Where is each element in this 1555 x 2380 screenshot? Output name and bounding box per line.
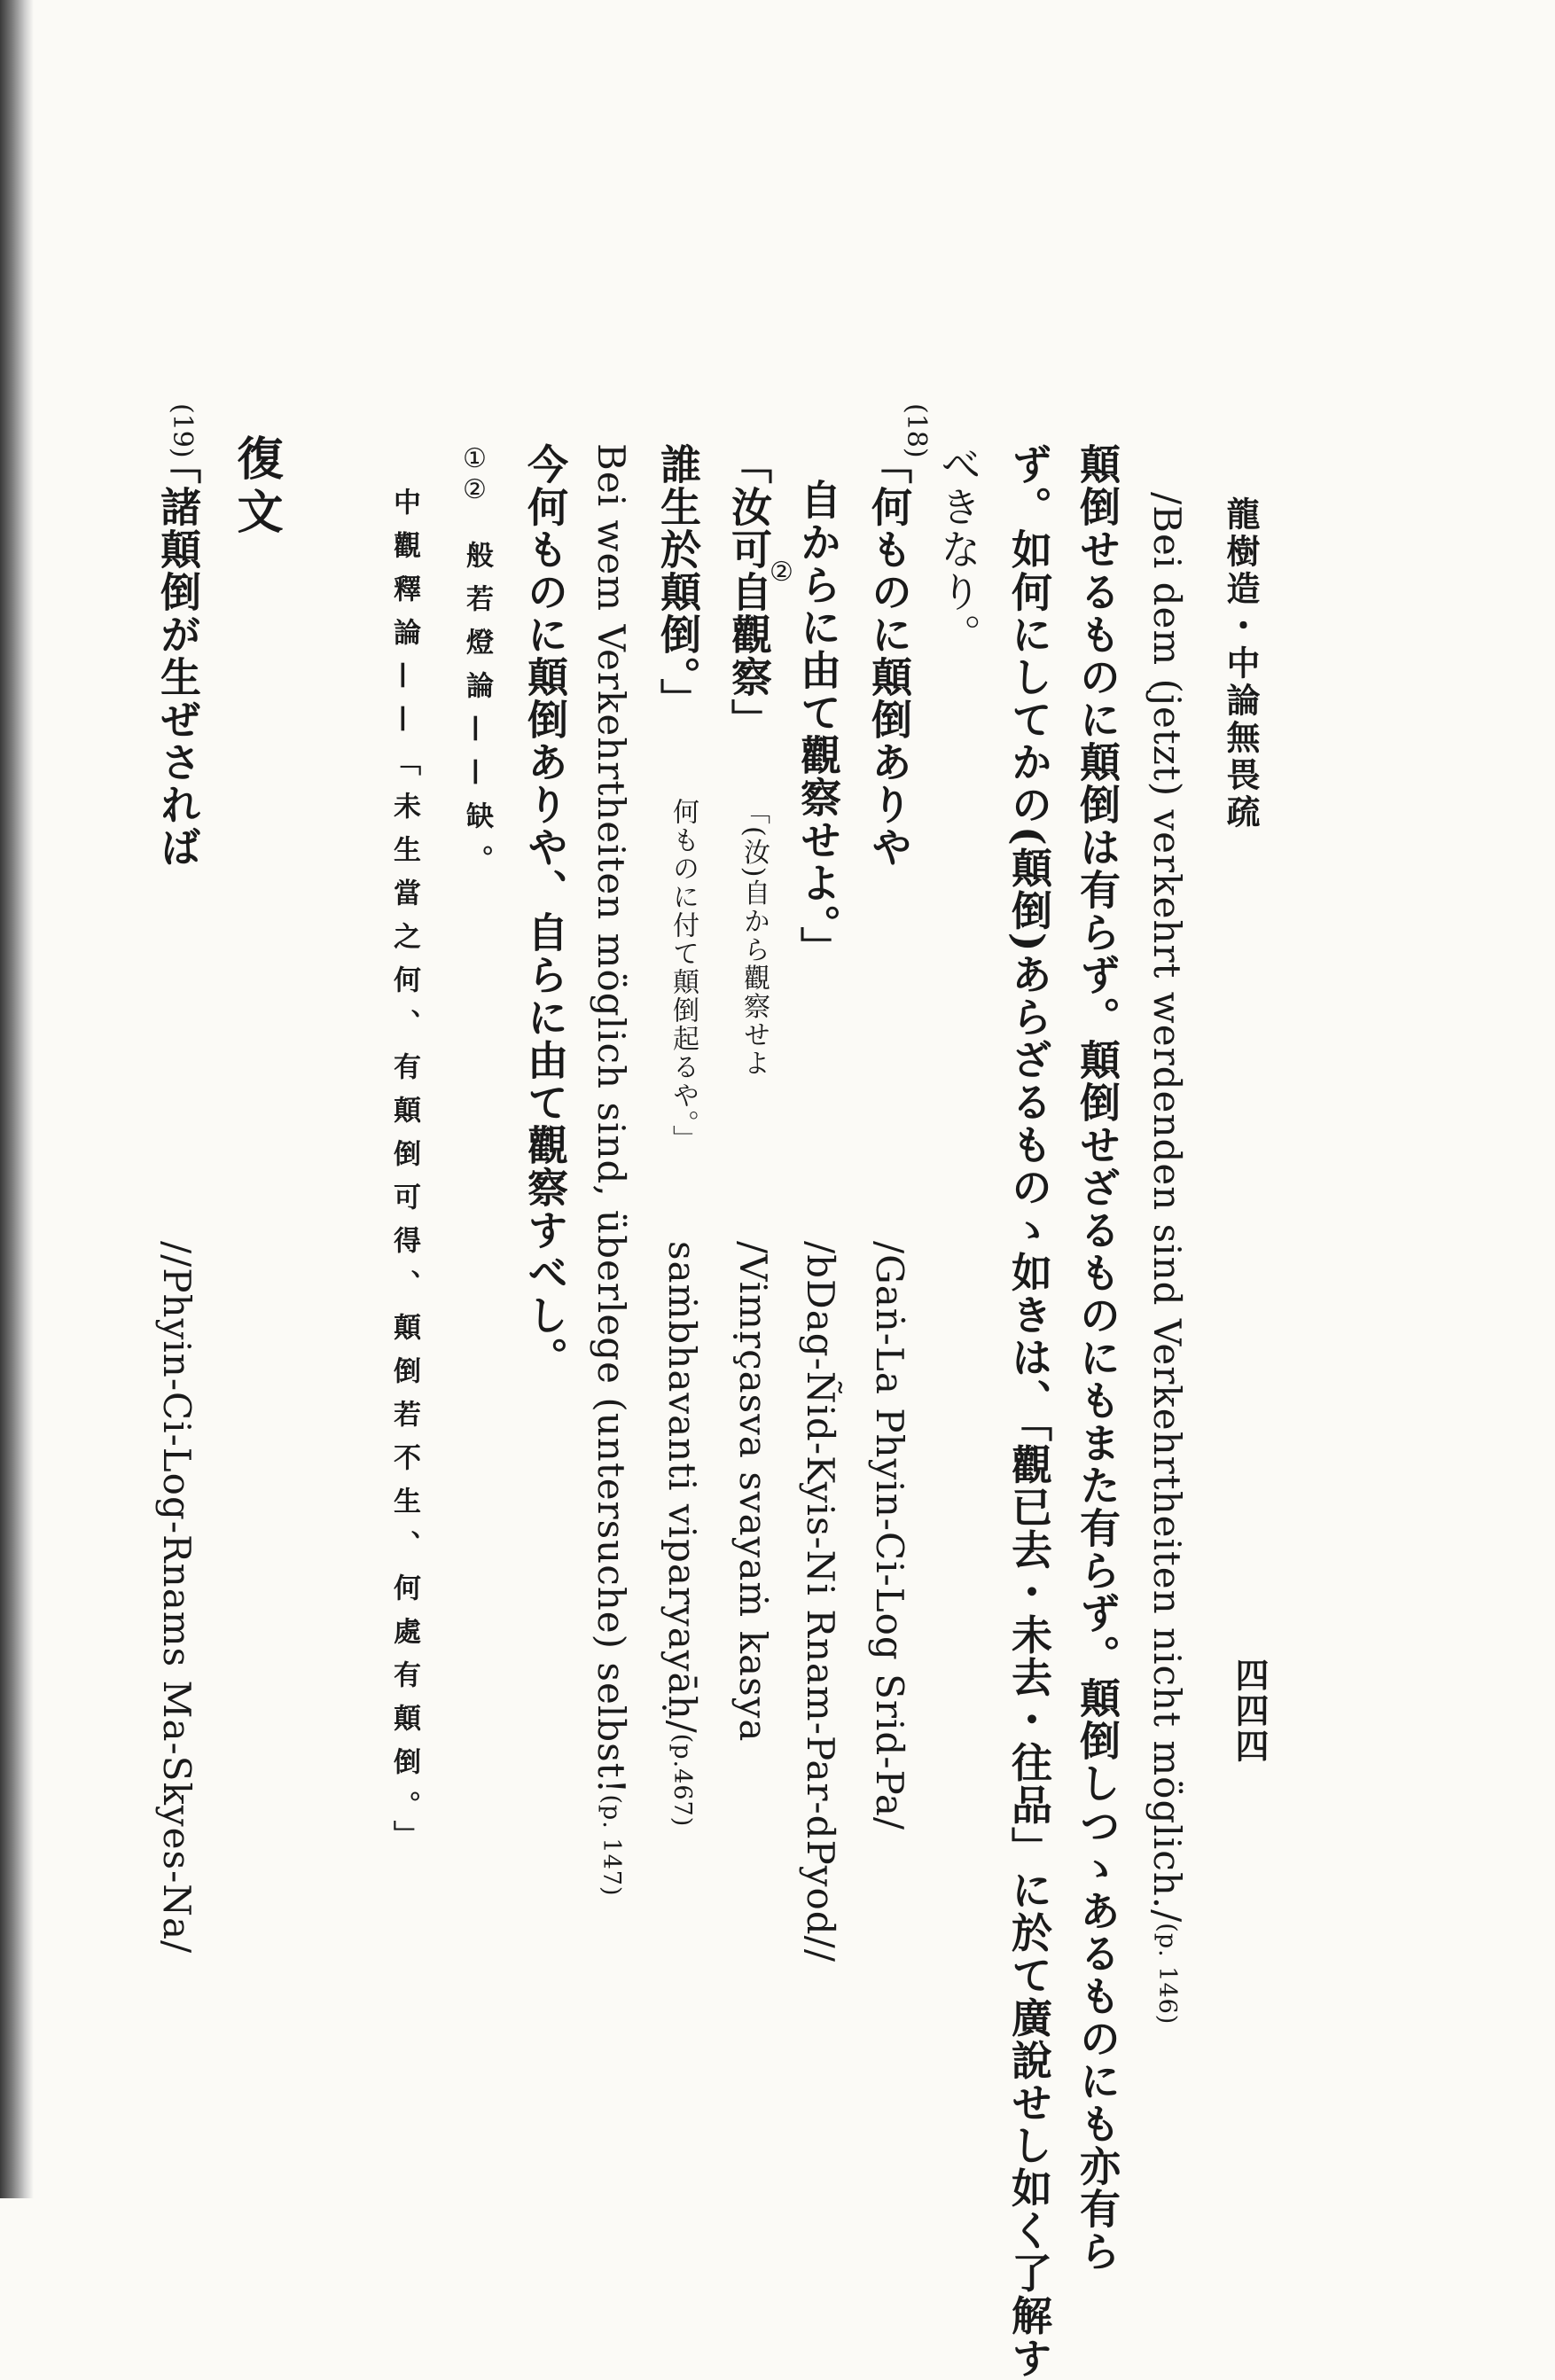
text-column-jp-4: 今何ものに顛倒ありや、自らに由て觀察すべし。 (521, 443, 569, 1379)
section-heading: 復文 (229, 434, 283, 541)
gloss-line: 何ものに付て顛倒起るや。」 (668, 798, 699, 1153)
text-column-german-1 (1145, 492, 1189, 2025)
tibetan-line: /bDag-Ñid-Kyis-Ni Rnam-Par-dPyod// (799, 1241, 842, 1963)
sanskrit-line: saṁbhavanti viparyayāḥ/(p.467) (660, 1241, 704, 1828)
footnote-1: 般若燈論——缺。 (461, 541, 493, 888)
verse-number: (19) (167, 403, 198, 458)
verse-line: 自からに由て觀察せよ。」 (794, 479, 842, 969)
binding-shadow (0, 0, 34, 2198)
page-number: 四四四 (1230, 1658, 1270, 1764)
text-column-jp-2: ず。如何にしてかの(顛倒)あらざるものゝ如きは、「觀已去・未去・往品」に於て廣說せし如く了解す (1005, 443, 1053, 2380)
verse-line: 「諸顛倒が生ぜされば (154, 443, 202, 869)
footnote-2: 中觀釋論——「未生當之何、有顛倒可得、顛倒若不生、何處有顛倒。」 (388, 488, 420, 1864)
tibetan-line: //Phyin-Ci-Log-Rnams Ma-Skyes-Na/ (155, 1241, 199, 1955)
verse-line: 「汝可自觀察」 (725, 443, 773, 741)
german-line: /Bei dem (jetzt) verkehrt werdenden sind Verkehrtheiten nicht möglich./ (1145, 492, 1189, 1924)
footnote-marker: ①② (459, 443, 490, 505)
text-column-jp-3: べきなり。 (934, 443, 982, 656)
gloss-line: 「(汝)自から觀察せよ (738, 798, 770, 1078)
page-ref: (p.467) (668, 1733, 696, 1828)
running-title: 龍樹造・中論無畏疏 (1221, 496, 1261, 831)
page-ref: (p. 146) (1153, 1923, 1181, 2025)
page-ref: (p. 147) (598, 1794, 625, 1897)
verse-number: (18) (901, 403, 932, 458)
verse-line: 誰生於顛倒。」 (654, 443, 702, 721)
footnote-marker: ② (766, 557, 797, 588)
text-column-jp-1: 顛倒せるものに顛倒は有らず。顛倒せざるものにもまた有らず。顛倒しつゝあるものにも亦有ら (1074, 443, 1121, 2273)
sanskrit-line: /Vimṛçasva svayaṁ kasya (731, 1241, 775, 1743)
text-column-german-2: Bei wem Verkehrtheiten möglich sind, überlege (untersuche) selbst!(p. 147) (590, 443, 633, 1897)
tibetan-line: /Gaṅ-La Phyin-Ci-Log Srid-Pa/ (868, 1241, 911, 1831)
verse-line: 「何ものに顛倒ありや (865, 443, 913, 869)
